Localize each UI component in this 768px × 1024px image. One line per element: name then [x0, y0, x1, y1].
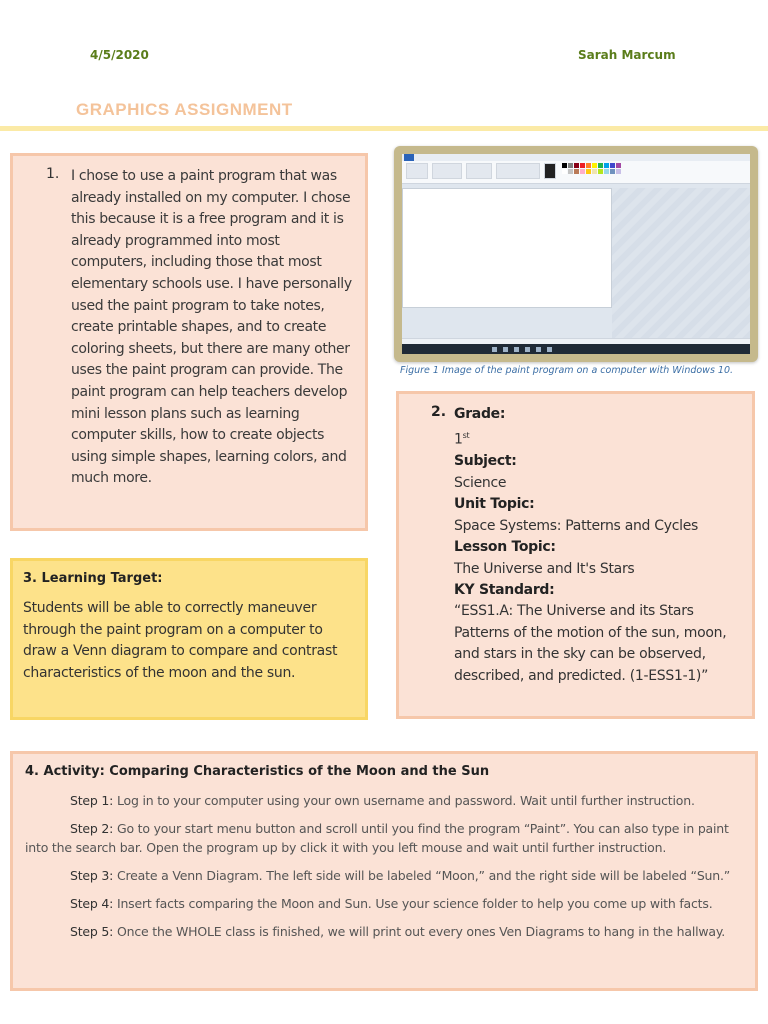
image-group: [432, 163, 462, 179]
step-2-label: Step 2:: [70, 821, 114, 836]
learning-target-text: Students will be able to correctly maneuver through the paint program on a computer to draw a Venn diagram to compare and contrast characteristics of the moon and the sun.: [23, 600, 338, 681]
section-3-box: [10, 558, 368, 720]
lesson-topic-value: The Universe and It's Stars: [454, 560, 635, 577]
section-4-box: [10, 751, 758, 991]
section-1-box: [10, 153, 368, 531]
ky-standard-label: KY Standard:: [454, 581, 555, 598]
taskbar-app-icon: [514, 347, 519, 352]
taskbar-app-icon: [547, 347, 552, 352]
step-5: [25, 922, 743, 941]
section-1-text: I chose to use a paint program that was already installed on my computer. I chose this because it is a free program and it is already programmed into most computers, including those that most elementary schools use. I have personally used the paint program to take notes, create printable shapes, and to create coloring sheets, but there are many other uses the paint program can provide. The paint program can help teachers develop mini lesson plans such as learning computer skills, how to create objects using simple shapes, learning colors, and much more.: [71, 168, 352, 487]
step-5-text: Once the WHOLE class is finished, we will print out every ones Ven Diagrams to hang in the hallway.: [113, 924, 726, 939]
ky-standard-line-2: Patterns of the motion of the sun, moon,: [454, 624, 727, 641]
section-1-number: 1.: [46, 166, 60, 182]
color-palette: [562, 163, 621, 174]
step-1-label: Step 1:: [70, 793, 114, 808]
file-tab: [404, 154, 414, 161]
grade-suffix: st: [462, 431, 470, 441]
step-3-text: Create a Venn Diagram. The left side will be labeled “Moon,” and the right side will be labeled “Sun.”: [113, 868, 731, 883]
subject-value: Science: [454, 474, 507, 491]
taskbar-icons: [492, 347, 552, 352]
section-2-number: 2.: [431, 404, 447, 420]
unit-topic-value: Space Systems: Patterns and Cycles: [454, 517, 699, 534]
taskbar-app-icon: [536, 347, 541, 352]
subject-label: Subject:: [454, 453, 517, 470]
ky-standard-line-3: and stars in the sky can be observed, described, and predicted. (1-ESS1-1)”: [454, 646, 709, 684]
step-4-text: Insert facts comparing the Moon and Sun. Use your science folder to help you come up with facts.: [113, 896, 713, 911]
grade-value: [454, 425, 742, 451]
figure-caption: Figure 1 Image of the paint program on a computer with Windows 10.: [400, 365, 734, 376]
ribbon-tabs: [402, 154, 750, 161]
step-3: [25, 866, 743, 885]
step-3-label: Step 3:: [70, 868, 114, 883]
taskbar-app-icon: [492, 347, 497, 352]
activity-heading: 4. Activity: Comparing Characteristics of the Moon and the Sun: [25, 764, 490, 779]
title-rule: [0, 126, 768, 131]
taskbar-app-icon: [525, 347, 530, 352]
step-5-label: Step 5:: [70, 924, 114, 939]
grade-number: 1: [454, 432, 463, 449]
grade-label: Grade:: [454, 406, 506, 422]
paint-screenshot-figure: [394, 146, 758, 362]
tools-group: [466, 163, 492, 179]
clipboard-group: [406, 163, 428, 179]
unit-topic-label: Unit Topic:: [454, 496, 535, 513]
header-author: Sarah Marcum: [578, 48, 676, 62]
section-2-box: [396, 391, 755, 719]
lesson-topic-label: Lesson Topic:: [454, 539, 556, 556]
shapes-group: [496, 163, 540, 179]
taskbar-app-icon: [503, 347, 508, 352]
workspace-background: [612, 188, 750, 340]
step-1: [25, 791, 743, 810]
step-2-text: Go to your start menu button and scroll until you find the program “Paint”. You can also type in paint into the search bar. Open the program up by click it with you left mouse and wait until further instruction.: [25, 821, 729, 855]
step-4: [25, 894, 743, 913]
paint-ribbon: [402, 154, 750, 184]
color-1-swatch: [544, 163, 556, 179]
learning-target-heading: 3. Learning Target:: [23, 571, 163, 586]
page-title: GRAPHICS ASSIGNMENT: [76, 100, 293, 119]
step-1-text: Log in to your computer using your own username and password. Wait until further instruction.: [113, 793, 695, 808]
section-2-content: [454, 404, 742, 687]
paint-window: [402, 154, 750, 354]
step-2: [25, 819, 743, 857]
windows-taskbar: [402, 344, 750, 354]
header-date: 4/5/2020: [90, 48, 149, 62]
step-4-label: Step 4:: [70, 896, 114, 911]
ky-standard-line-1: “ESS1.A: The Universe and its Stars: [454, 603, 694, 620]
paint-canvas: [402, 188, 612, 308]
